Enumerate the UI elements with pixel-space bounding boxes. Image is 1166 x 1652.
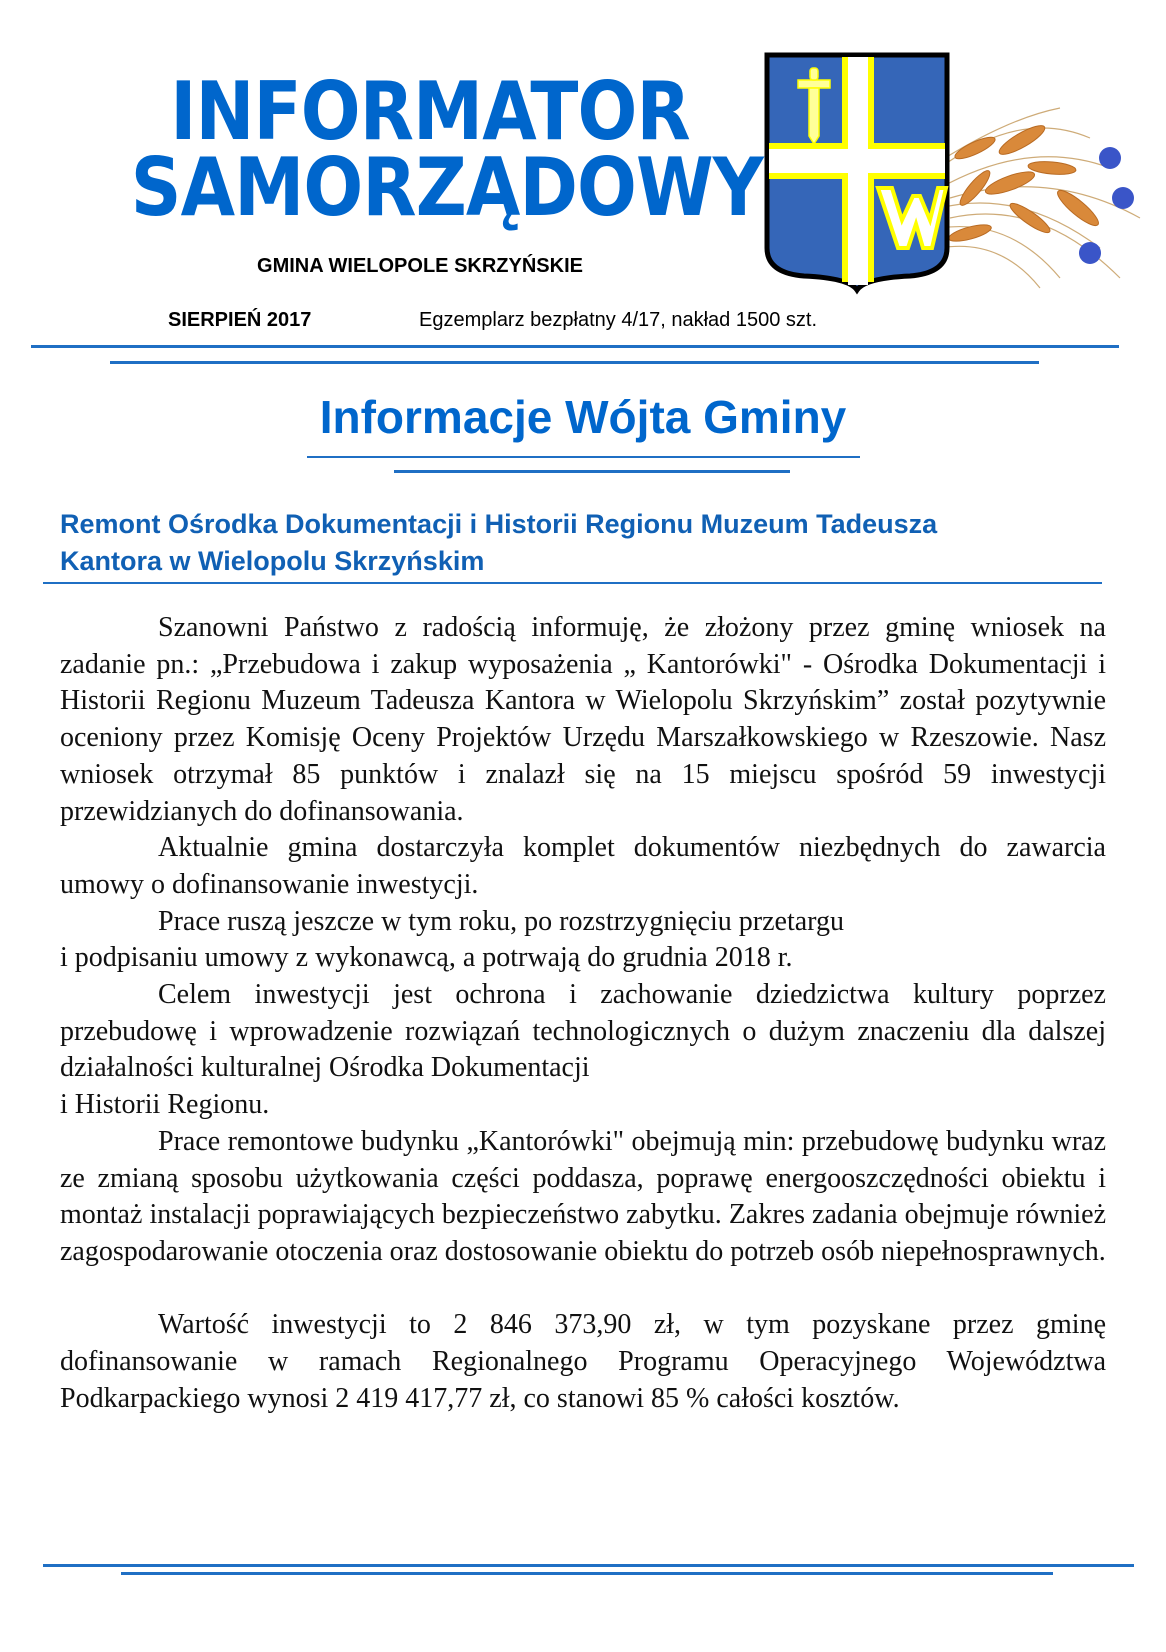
header-rule-top — [31, 345, 1119, 348]
masthead-title-line1: INFORMATOR — [170, 65, 690, 158]
paragraph: Szanowni Państwo z radością informuję, że złożony przez gminę wniosek na zadanie pn.: „Przebudowa i zakup wyposażenia „ Kantorówki" - Ośrodka Dokumentacji i Historii Regionu Muzeum Tadeusza Kantora w Wielopolu Skrzyńskim” został pozytywnie oceniony przez Komisję Oceny Projektów Urzędu Marszałkowskiego w Rzeszowie. Nasz wniosek otrzymał 85 punktów i znalazł się na 15 miejscu spośród 59 inwestycji przewidzianych do dofinansowania. — [60, 612, 1106, 827]
issue-month: SIERPIEŃ 2017 — [168, 309, 312, 331]
article-title-line1: Remont Ośrodka Dokumentacji i Historii Regionu Muzeum Tadeusza — [60, 509, 938, 539]
section-title: Informacje Wójta Gminy — [319, 391, 847, 443]
article-body — [60, 610, 1106, 1417]
article-title — [60, 506, 1120, 580]
paragraph: Wartość inwestycji to 2 846 373,90 zł, w tym pozyskane przez gminę dofinansowanie w ramach Regionalnego Programu Operacyjnego Województwa Podkarpackiego wynosi 2 419 417,77 zł, co stanowi 85 % całości kosztów. — [60, 1309, 1106, 1414]
article-title-line2: Kantora w Wielopolu Skrzyńskim — [60, 546, 485, 576]
copy-info: Egzemplarz bezpłatny 4/17, nakład 1500 szt. — [419, 309, 818, 331]
paragraph: Prace ruszą jeszcze w tym roku, po rozstrzygnięciu przetargu — [158, 905, 844, 937]
coat-of-arms-icon — [760, 48, 1150, 310]
paragraph: i podpisaniu umowy z wykonawcą, a potrwają do grudnia 2018 r. — [60, 942, 793, 974]
blank-line — [60, 1271, 1106, 1308]
section-underline-top — [307, 456, 860, 458]
footer-rule-top — [43, 1564, 1134, 1567]
paragraph: Aktualnie gmina dostarczyła komplet dokumentów niezbędnych do zawarcia umowy o dofinansowanie inwestycji. — [60, 832, 1106, 900]
paragraph: i Historii Regionu. — [60, 1089, 270, 1121]
paragraph: Prace remontowe budynku „Kantorówki" obejmują min: przebudowę budynku wraz ze zmianą sposobu użytkowania części poddasza, poprawę energooszczędności obiektu i montaż instalacji poprawiających bezpieczeństwo zabytku. Zakres zadania obejmuje również zagospodarowanie otoczenia oraz dostosowanie obiektu do potrzeb osób niepełnosprawnych. — [60, 1125, 1106, 1267]
municipality-name: GMINA WIELOPOLE SKRZYŃSKIE — [257, 255, 583, 277]
paragraph: Celem inwestycji jest ochrona i zachowanie dziedzictwa kultury poprzez przebudowę i wprowadzenie rozwiązań technologicznych o dużym znaczeniu dla dalszej działalności kulturalnej Ośrodka Dokumentacji — [60, 979, 1106, 1084]
masthead-title-line2: SAMORZĄDOWY — [130, 141, 763, 234]
header-rule-bottom — [110, 361, 1039, 364]
article-title-rule — [43, 582, 1102, 584]
section-underline-bottom — [394, 470, 790, 473]
footer-rule-bottom — [121, 1572, 1053, 1575]
